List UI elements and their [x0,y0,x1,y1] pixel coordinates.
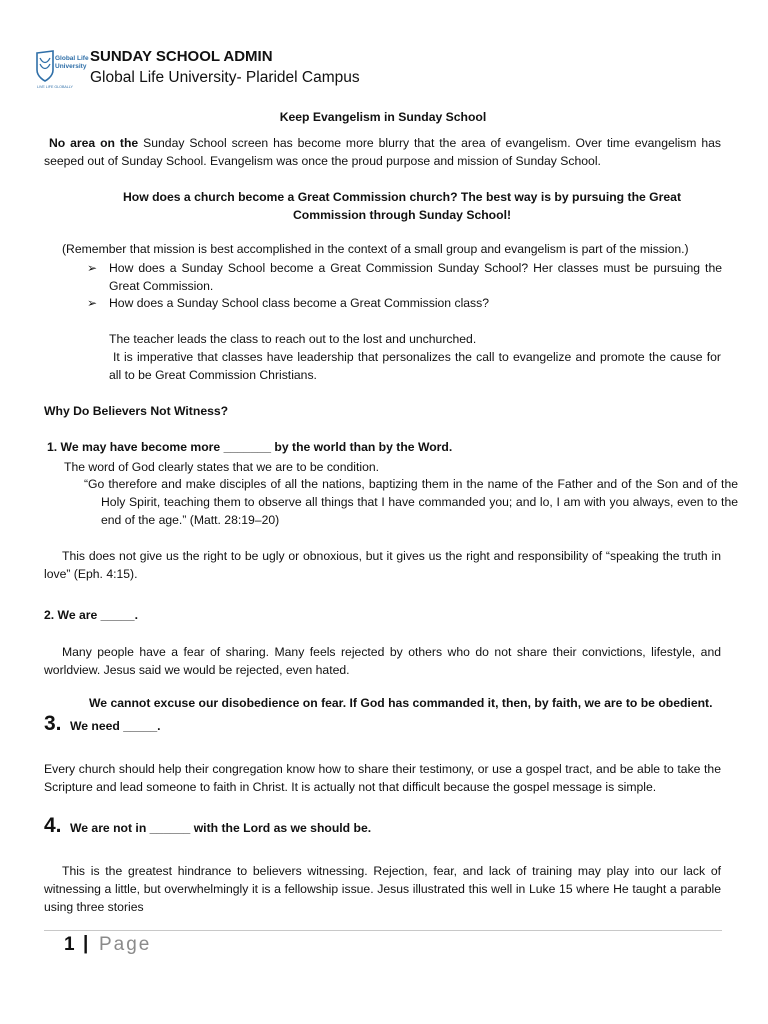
point3-heading-row [44,712,722,740]
point1-quote: “Go therefore and make disciples of all the nations, baptizing them in the name of the Father and of the Son and of the Holy Spirit, teaching them to observe all things that I have commanded you; and lo, I am with you always, even to the end of the age.” (Matt. 28:19–20) [84,477,738,527]
svg-text:University: University [55,63,87,70]
intro-text: Sunday School screen has become more blurry that the area of evangelism. Over time evangelism has seeped out of Sunday School. Evangelism was once the proud purpose and mission of Sunday School. [44,136,722,168]
page-number: 1 [64,934,75,955]
page-separator: | [83,933,89,954]
arrow-bullet-icon: ➢ [87,261,98,275]
point2-bold: We cannot excuse our disobedience on fear. If God has commanded it, then, by faith, we are to be obedient. [89,696,713,710]
imperative-paragraph: It is imperative that classes have leadership that personalizes the call to evangelize and promote the cause for all to be Great Commission Christians. [109,350,721,382]
point3-heading: We need _____. [69,719,161,733]
bullet-text: How does a Sunday School class become a Great Commission class? [109,296,490,310]
bullet-item [87,294,722,312]
point3-number: 3. [44,712,62,735]
point4-number: 4. [44,814,62,837]
point2-heading: 2. We are _____. [44,608,138,622]
footer-divider [44,930,722,931]
page-label: Page [99,934,152,955]
university-logo [34,50,89,94]
document-heading: Keep Evangelism in Sunday School [279,110,487,124]
arrow-bullet-icon: ➢ [87,296,98,310]
point1-line: The word of God clearly states that we are to be condition. [64,460,380,474]
remember-note: (Remember that mission is best accomplished in the context of a small group and evangelism is part of the mission.) [62,242,689,256]
shield-logo-icon [34,50,89,94]
header-subtitle: Global Life University- Plaridel Campus [90,69,360,86]
intro-lead: No area on the [48,136,139,150]
svg-text:LIVE LIFE GLOBALLY: LIVE LIFE GLOBALLY [37,85,73,89]
point3-paragraph: Every church should help their congregation know how to share their testimony, or use a gospel tract, and be able to take the Scripture and lead someone to faith in Christ. It is actually not that difficult because the gospel message is simple. [44,762,721,794]
svg-text:Global Life: Global Life [55,55,89,62]
point1-paragraph: This does not give us the right to be ugly or obnoxious, but it gives us the right and responsibility of “speaking the truth in love” (Eph. 4:15). [44,549,721,581]
point2-paragraph: Many people have a fear of sharing. Many feels rejected by others who do not share their convictions, lifestyle, and worldview. Jesus said we would be rejected, even hated. [44,645,721,677]
teacher-line: The teacher leads the class to reach out to the lost and unchurched. [109,332,477,346]
point4-heading: We are not in ______ with the Lord as we should be. [69,821,372,835]
bullet-text: How does a Sunday School become a Great Commission Sunday School? Her classes must be pursuing the Great Commission. [109,261,722,293]
great-commission-question: How does a church become a Great Commission church? The best way is by pursuing the Great Commission through Sunday School! [122,190,682,222]
bullet-item [87,259,722,295]
point4-paragraph: This is the greatest hindrance to believers witnessing. Rejection, fear, and lack of training may play into our lack of witnessing a little, but overwhelmingly it is a fellowship issue. Jesus illustrated this well in Luke 15 where He taught a parable using three stories [44,864,721,914]
why-heading: Why Do Believers Not Witness? [44,404,229,418]
intro-paragraph [44,134,721,170]
header-title: SUNDAY SCHOOL ADMIN [90,48,273,65]
point1-heading: 1. We may have become more _______ by the world than by the Word. [47,440,453,454]
point4-heading-row [44,814,722,842]
